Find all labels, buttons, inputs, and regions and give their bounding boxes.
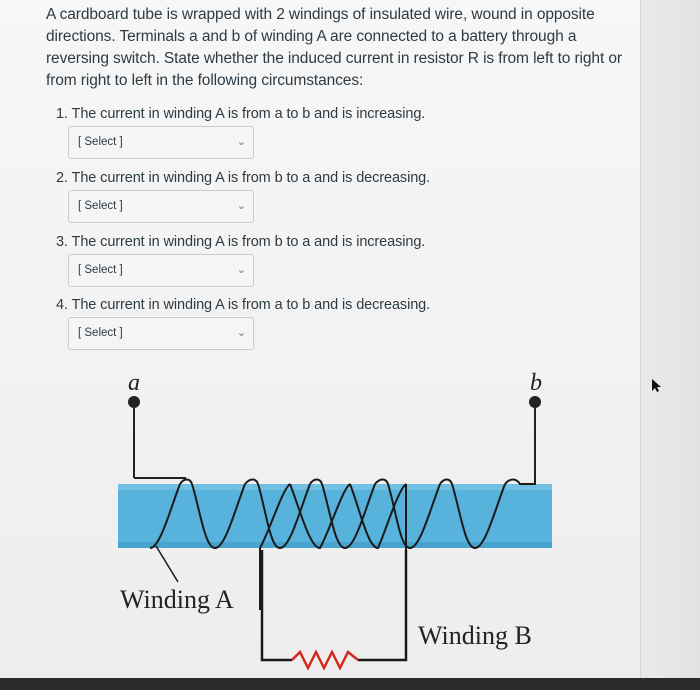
question-2-text: 2. The current in winding A is from b to a and is decreasing.	[56, 170, 431, 186]
select-placeholder: [ Select ]	[78, 136, 123, 148]
winding-a-label: Winding A	[120, 585, 234, 614]
chevron-down-icon: ⌄	[236, 200, 246, 212]
mouse-pointer-icon	[650, 377, 662, 393]
page-edge	[640, 0, 700, 690]
question-1-select[interactable]	[68, 126, 254, 159]
question-3-select[interactable]	[68, 254, 254, 287]
question-2-select[interactable]	[68, 190, 254, 223]
winding-diagram	[110, 360, 560, 678]
question-1-text: 1. The current in winding A is from a to b and is increasing.	[56, 106, 426, 122]
question-4-select[interactable]	[68, 317, 254, 350]
bottom-bar	[0, 678, 700, 690]
chevron-down-icon: ⌄	[236, 136, 246, 148]
resistor-r	[292, 652, 358, 668]
winding-b-label: Winding B	[418, 621, 532, 650]
terminal-a-label: a	[128, 370, 140, 396]
question-intro: A cardboard tube is wrapped with 2 windings of insulated wire, wound in opposite directions. Terminals a and b of winding A are connected to a battery through a reversing switch. State whether the induced current in resistor R is from left to right or from right to left in the following circumstances:	[46, 6, 622, 89]
select-placeholder: [ Select ]	[78, 200, 123, 212]
terminal-b-label: b	[530, 370, 542, 396]
select-placeholder: [ Select ]	[78, 327, 123, 339]
question-3-text: 3. The current in winding A is from b to a and is increasing.	[56, 234, 426, 250]
select-placeholder: [ Select ]	[78, 264, 123, 276]
chevron-down-icon: ⌄	[236, 264, 246, 276]
chevron-down-icon: ⌄	[236, 327, 246, 339]
question-4-text: 4. The current in winding A is from a to b and is decreasing.	[56, 297, 431, 313]
